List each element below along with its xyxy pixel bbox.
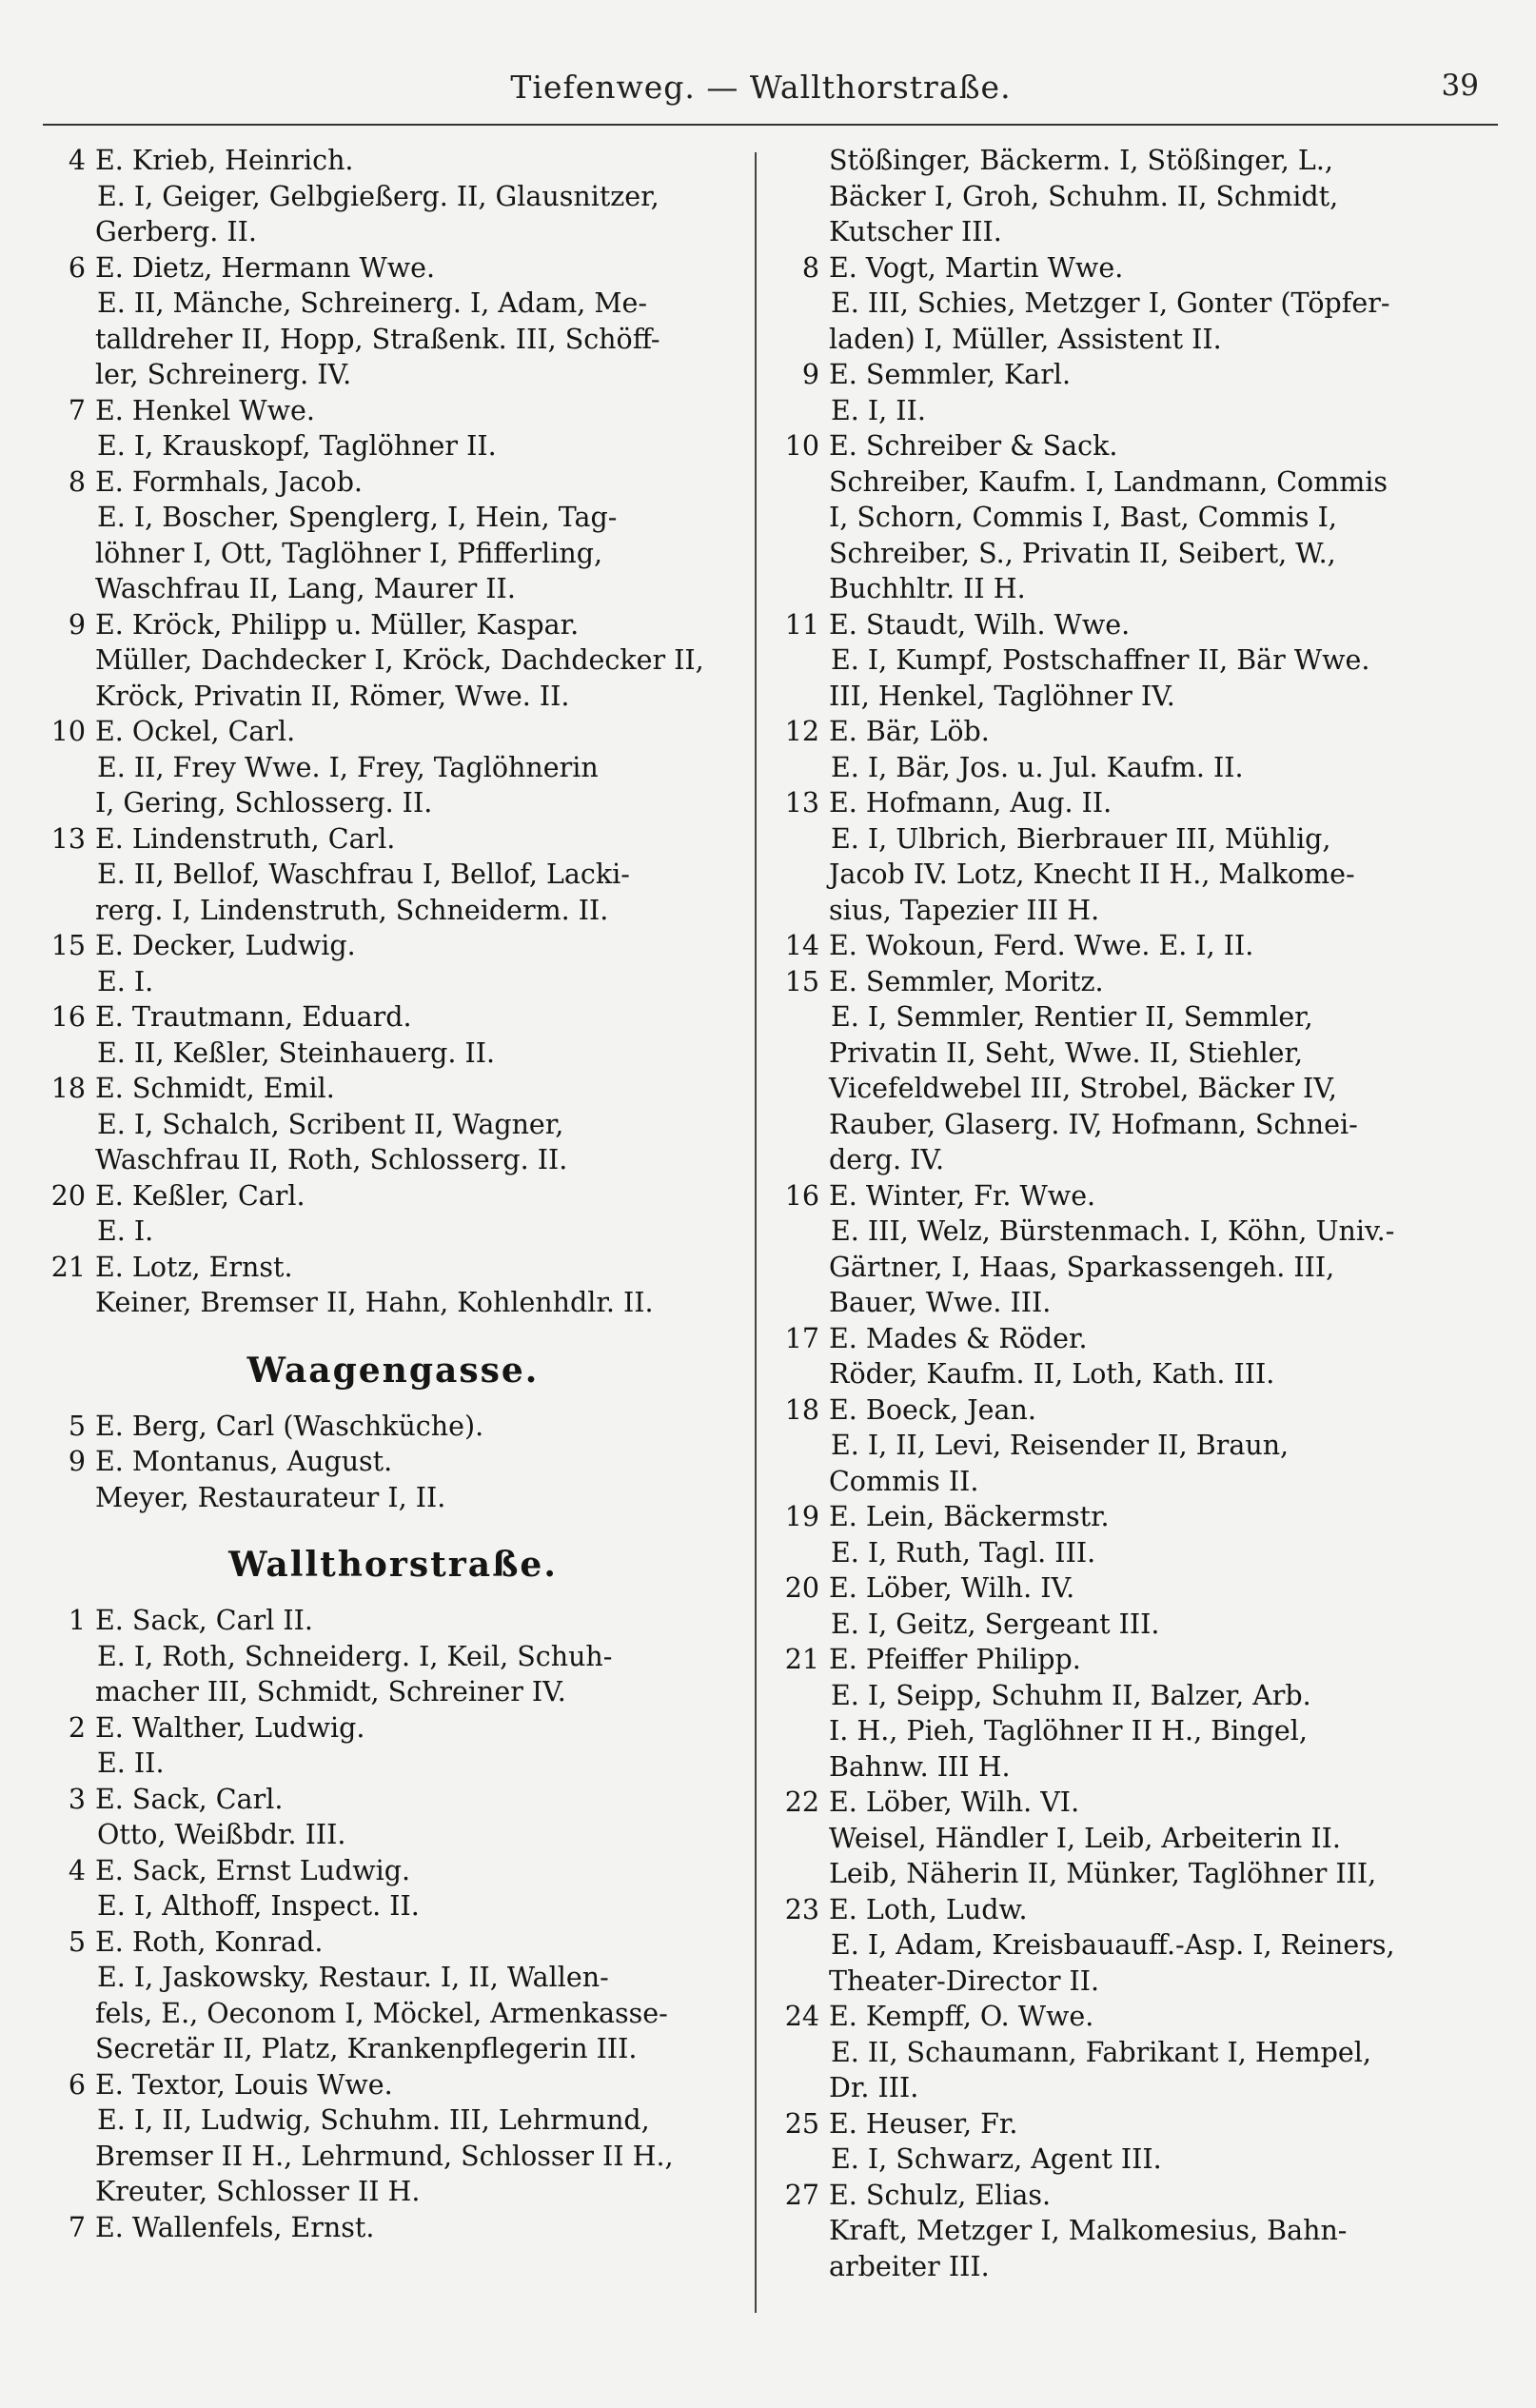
house-number: 5 bbox=[68, 1410, 86, 1442]
house-entry bbox=[49, 999, 737, 1036]
owner-text: E. Hofmann, Aug. II. bbox=[829, 787, 1113, 819]
spacer bbox=[49, 1595, 737, 1603]
resident-line: Bahnw. III H. bbox=[829, 1750, 1011, 1783]
house-entry bbox=[783, 1785, 1483, 1821]
resident-line: E. I, Seipp, Schuhm II, Balzer, Arb. bbox=[831, 1679, 1311, 1711]
spacer bbox=[49, 1321, 737, 1340]
house-number: 13 bbox=[50, 822, 86, 855]
house-entry bbox=[783, 2178, 1483, 2214]
house-entry bbox=[49, 1782, 737, 1818]
owner-text: E. Winter, Fr. Wwe. bbox=[829, 1179, 1096, 1212]
house-number: 15 bbox=[50, 930, 86, 961]
house-entry bbox=[49, 607, 737, 643]
house-number: 23 bbox=[784, 1893, 819, 1925]
house-number: 9 bbox=[801, 359, 819, 390]
resident-line: E. I, Ulbrich, Bierbrauer III, Mühlig, bbox=[831, 822, 1331, 855]
resident-line: E. I. bbox=[97, 965, 154, 997]
house-entry bbox=[783, 928, 1483, 964]
owner-text: E. Sack, Carl II. bbox=[95, 1605, 313, 1636]
resident-line: Weisel, Händler I, Leib, Arbeiterin II. bbox=[829, 1822, 1341, 1854]
street-heading: Wallthorstraße. bbox=[228, 1545, 558, 1585]
owner-text: E. Sack, Ernst Ludwig. bbox=[95, 1854, 411, 1886]
resident-line: Gärtner, I, Haas, Sparkassengeh. III, bbox=[829, 1251, 1335, 1283]
owner-text: E. Löber, Wilh. VI. bbox=[829, 1786, 1080, 1818]
house-entry bbox=[49, 1603, 737, 1639]
resident-line: E. I, Kumpf, Postschaffner II, Bär Wwe. bbox=[831, 644, 1370, 676]
house-entry bbox=[783, 964, 1483, 1000]
resident-line: E. I. bbox=[97, 1215, 154, 1247]
resident-line: Kreuter, Schlosser II H. bbox=[95, 2176, 421, 2207]
resident-line: Müller, Dachdecker I, Kröck, Dachdecker II, bbox=[95, 644, 704, 676]
owner-text: E. Formhals, Jacob. bbox=[95, 465, 363, 498]
house-number: 21 bbox=[784, 1644, 819, 1675]
house-entry bbox=[783, 428, 1483, 464]
house-entry bbox=[783, 1499, 1483, 1535]
resident-line: Dr. III. bbox=[829, 2072, 919, 2103]
resident-line: Kutscher III. bbox=[829, 216, 1002, 247]
right-column bbox=[783, 143, 1483, 2284]
house-number: 18 bbox=[784, 1393, 819, 1426]
owner-text: E. Walther, Ludwig. bbox=[95, 1711, 365, 1744]
resident-line: Leib, Näherin II, Münker, Taglöhner III, bbox=[829, 1858, 1377, 1889]
house-number: 7 bbox=[68, 2211, 86, 2243]
house-number: 22 bbox=[784, 1786, 819, 1818]
resident-line: derg. IV. bbox=[829, 1144, 945, 1175]
street-heading: Waagengasse. bbox=[246, 1350, 540, 1391]
house-number: 20 bbox=[784, 1572, 819, 1604]
resident-line: I. H., Pieh, Taglöhner II H., Bingel, bbox=[829, 1715, 1308, 1747]
owner-text: E. Montanus, August. bbox=[95, 1446, 393, 1477]
house-entry bbox=[49, 1071, 737, 1107]
page-number: 39 bbox=[1441, 69, 1479, 103]
owner-text: E. Sack, Carl. bbox=[95, 1783, 284, 1815]
resident-line: E. I, II, Levi, Reisender II, Braun, bbox=[831, 1430, 1290, 1461]
page-header bbox=[43, 69, 1479, 116]
resident-line: laden) I, Müller, Assistent II. bbox=[829, 323, 1222, 355]
resident-line: Stößinger, Bäckerm. I, Stößinger, L., bbox=[829, 145, 1333, 176]
house-entry bbox=[783, 1642, 1483, 1678]
house-entry bbox=[49, 393, 737, 429]
resident-line: rerg. I, Lindenstruth, Schneiderm. II. bbox=[95, 894, 609, 926]
resident-line: E. I, Ruth, Tagl. III. bbox=[831, 1536, 1096, 1569]
house-entry bbox=[49, 1444, 737, 1480]
house-number: 8 bbox=[801, 251, 819, 284]
resident-line: E. I, II, Ludwig, Schuhm. III, Lehrmund, bbox=[97, 2104, 650, 2136]
house-entry bbox=[49, 821, 737, 858]
house-number: 27 bbox=[784, 2179, 819, 2211]
house-number: 14 bbox=[784, 930, 819, 961]
resident-line: E. I, II. bbox=[831, 394, 926, 426]
owner-text: E. Decker, Ludwig. bbox=[95, 930, 356, 961]
owner-text: E. Schmidt, Emil. bbox=[95, 1073, 335, 1104]
owner-text: E. Keßler, Carl. bbox=[95, 1179, 305, 1212]
house-number: 4 bbox=[68, 145, 86, 176]
house-entry bbox=[49, 714, 737, 750]
resident-line: E. I, Roth, Schneiderg. I, Keil, Schuh- bbox=[97, 1640, 613, 1672]
owner-text: E. Kempff, O. Wwe. bbox=[829, 2001, 1094, 2032]
house-entry bbox=[49, 464, 737, 501]
house-entry bbox=[783, 1570, 1483, 1607]
header-rule bbox=[43, 124, 1498, 126]
house-number: 21 bbox=[50, 1251, 86, 1283]
owner-text: E. Trautmann, Eduard. bbox=[95, 1001, 412, 1033]
house-number: 16 bbox=[784, 1179, 819, 1212]
house-number: 5 bbox=[68, 1925, 86, 1958]
house-number: 25 bbox=[784, 2107, 819, 2140]
resident-line: Schreiber, Kaufm. I, Landmann, Commis bbox=[829, 465, 1388, 498]
resident-line: Meyer, Restaurateur I, II. bbox=[95, 1481, 446, 1513]
owner-text: E. Heuser, Fr. bbox=[829, 2107, 1018, 2140]
house-entry bbox=[783, 1392, 1483, 1429]
house-number: 11 bbox=[784, 608, 819, 641]
owner-text: E. Kröck, Philipp u. Müller, Kaspar. bbox=[95, 608, 580, 641]
house-number: 12 bbox=[784, 716, 819, 747]
house-entry bbox=[49, 1710, 737, 1747]
house-number: 4 bbox=[68, 1854, 86, 1886]
house-entry bbox=[49, 1853, 737, 1889]
resident-line: Secretär II, Platz, Krankenpflegerin III. bbox=[95, 2033, 638, 2064]
house-number: 6 bbox=[68, 2068, 86, 2101]
resident-line: E. I, Schwarz, Agent III. bbox=[831, 2143, 1162, 2175]
house-number: 8 bbox=[68, 465, 86, 498]
resident-line: Bremser II H., Lehrmund, Schlosser II H., bbox=[95, 2140, 674, 2172]
resident-line: Commis II. bbox=[829, 1465, 979, 1497]
resident-line: E. I, Semmler, Rentier II, Semmler, bbox=[831, 1001, 1313, 1033]
owner-text: E. Schreiber & Sack. bbox=[829, 430, 1118, 462]
resident-line: E. I, Geiger, Gelbgießerg. II, Glausnitzer, bbox=[97, 180, 660, 212]
owner-text: E. Lotz, Ernst. bbox=[95, 1251, 293, 1283]
spacer bbox=[49, 1515, 737, 1534]
house-entry bbox=[49, 250, 737, 286]
resident-line: löhner I, Ott, Taglöhner I, Pfifferling, bbox=[95, 537, 603, 569]
resident-line: Schreiber, S., Privatin II, Seibert, W., bbox=[829, 537, 1336, 569]
resident-line: Bauer, Wwe. III. bbox=[829, 1287, 1052, 1318]
house-entry bbox=[783, 1999, 1483, 2035]
resident-line: sius, Tapezier III H. bbox=[829, 894, 1100, 926]
house-number: 18 bbox=[50, 1073, 86, 1104]
resident-line: Buchhltr. II H. bbox=[829, 573, 1026, 604]
house-number: 16 bbox=[50, 1001, 86, 1033]
resident-line: E. I, Geitz, Sergeant III. bbox=[831, 1608, 1160, 1640]
left-column bbox=[49, 143, 737, 2245]
owner-text: E. Henkel Wwe. bbox=[95, 394, 315, 426]
owner-text: E. Bär, Löb. bbox=[829, 716, 990, 747]
house-entry bbox=[783, 357, 1483, 393]
house-number: 9 bbox=[68, 1446, 86, 1477]
house-number: 10 bbox=[50, 716, 86, 747]
house-number: 1 bbox=[68, 1605, 86, 1636]
resident-line: E. I, Jaskowsky, Restaur. I, II, Wallen- bbox=[97, 1962, 609, 1993]
resident-line: Kröck, Privatin II, Römer, Wwe. II. bbox=[95, 680, 570, 712]
resident-line: E. II, Frey Wwe. I, Frey, Taglöhnerin bbox=[97, 751, 599, 783]
house-number: 6 bbox=[68, 251, 86, 284]
resident-line: Waschfrau II, Roth, Schlosserg. II. bbox=[95, 1144, 568, 1175]
house-number: 2 bbox=[68, 1711, 86, 1744]
owner-text: E. Wallenfels, Ernst. bbox=[95, 2211, 375, 2243]
resident-line: E. I, Adam, Kreisbauauff.-Asp. I, Reiners, bbox=[831, 1929, 1395, 1961]
owner-text: E. Berg, Carl (Waschküche). bbox=[95, 1410, 484, 1442]
resident-line: E. I, Bär, Jos. u. Jul. Kaufm. II. bbox=[831, 751, 1244, 783]
resident-line: E. II, Schaumann, Fabrikant I, Hempel, bbox=[831, 2036, 1371, 2068]
running-title: Tiefenweg. — Wallthorstraße. bbox=[510, 69, 1012, 106]
owner-text: E. Semmler, Moritz. bbox=[829, 965, 1104, 997]
resident-line: E. III, Welz, Bürstenmach. I, Köhn, Univ.- bbox=[831, 1215, 1395, 1247]
house-entry bbox=[49, 1924, 737, 1961]
resident-line: talldreher II, Hopp, Straßenk. III, Schöff- bbox=[95, 323, 660, 355]
owner-text: E. Semmler, Karl. bbox=[829, 359, 1072, 390]
resident-line: E. II, Bellof, Waschfrau I, Bellof, Lacki- bbox=[97, 859, 630, 890]
house-entry bbox=[783, 714, 1483, 750]
house-entry bbox=[49, 2210, 737, 2246]
owner-text: E. Dietz, Hermann Wwe. bbox=[95, 251, 436, 284]
resident-line: E. I, Boscher, Spenglerg, I, Hein, Tag- bbox=[97, 502, 618, 533]
resident-line: Bäcker I, Groh, Schuhm. II, Schmidt, bbox=[829, 180, 1339, 212]
house-number: 10 bbox=[784, 430, 819, 462]
resident-line: E. I, Krauskopf, Taglöhner II. bbox=[97, 430, 497, 462]
resident-line: Gerberg. II. bbox=[95, 216, 257, 247]
owner-text: E. Ockel, Carl. bbox=[95, 716, 296, 747]
resident-line: E. II, Keßler, Steinhauerg. II. bbox=[97, 1036, 496, 1069]
house-entry bbox=[49, 2067, 737, 2103]
owner-text: E. Lein, Bäckermstr. bbox=[829, 1501, 1110, 1532]
resident-line: Theater-Director II. bbox=[829, 1964, 1100, 1997]
resident-line: macher III, Schmidt, Schreiner IV. bbox=[95, 1676, 566, 1707]
house-entry bbox=[783, 1178, 1483, 1214]
resident-line: ler, Schreinerg. IV. bbox=[95, 359, 352, 390]
house-entry bbox=[783, 1892, 1483, 1928]
house-number: 17 bbox=[784, 1322, 819, 1354]
house-number: 13 bbox=[784, 787, 819, 819]
column-divider bbox=[755, 152, 757, 2313]
owner-text: E. Krieb, Heinrich. bbox=[95, 145, 354, 176]
house-number: 7 bbox=[68, 394, 86, 426]
owner-text: E. Staudt, Wilh. Wwe. bbox=[829, 608, 1131, 641]
spacer bbox=[49, 1401, 737, 1409]
house-number: 3 bbox=[68, 1783, 86, 1815]
house-entry bbox=[49, 1178, 737, 1214]
resident-line: Otto, Weißbdr. III. bbox=[97, 1819, 346, 1850]
house-number: 24 bbox=[784, 2001, 819, 2032]
resident-line: Rauber, Glaserg. IV, Hofmann, Schnei- bbox=[829, 1108, 1358, 1140]
resident-line: Keiner, Bremser II, Hahn, Kohlenhdlr. II. bbox=[95, 1287, 654, 1318]
resident-line: arbeiter III. bbox=[829, 2250, 990, 2282]
house-entry bbox=[783, 1321, 1483, 1357]
house-entry bbox=[783, 607, 1483, 643]
owner-text: E. Schulz, Elias. bbox=[829, 2179, 1052, 2211]
owner-text: E. Roth, Konrad. bbox=[95, 1925, 324, 1958]
house-number: 9 bbox=[68, 608, 86, 641]
owner-text: E. Boeck, Jean. bbox=[829, 1393, 1036, 1426]
resident-line: Jacob IV. Lotz, Knecht II H., Malkome- bbox=[829, 859, 1355, 890]
house-entry bbox=[49, 143, 737, 179]
resident-line: Vicefeldwebel III, Strobel, Bäcker IV, bbox=[829, 1073, 1337, 1104]
house-number: 20 bbox=[50, 1179, 86, 1212]
resident-line: E. II. bbox=[97, 1747, 165, 1779]
resident-line: Röder, Kaufm. II, Loth, Kath. III. bbox=[829, 1358, 1275, 1390]
house-entry bbox=[49, 1250, 737, 1286]
resident-line: I, Schorn, Commis I, Bast, Commis I, bbox=[829, 502, 1337, 533]
resident-line: Kraft, Metzger I, Malkomesius, Bahn- bbox=[829, 2215, 1348, 2246]
owner-text: E. Textor, Louis Wwe. bbox=[95, 2068, 393, 2101]
house-entry bbox=[783, 2106, 1483, 2142]
owner-text: E. Vogt, Martin Wwe. bbox=[829, 251, 1124, 284]
resident-line: Privatin II, Seht, Wwe. II, Stiehler, bbox=[829, 1036, 1304, 1069]
resident-line: E. I, Althoff, Inspect. II. bbox=[97, 1890, 420, 1922]
house-entry bbox=[49, 928, 737, 964]
owner-text: E. Lindenstruth, Carl. bbox=[95, 822, 396, 855]
resident-line: III, Henkel, Taglöhner IV. bbox=[829, 680, 1175, 712]
owner-text: E. Loth, Ludw. bbox=[829, 1893, 1028, 1925]
resident-line: E. III, Schies, Metzger I, Gonter (Töpfer- bbox=[831, 287, 1390, 319]
resident-line: E. I, Schalch, Scribent II, Wagner, bbox=[97, 1108, 564, 1140]
resident-line: E. II, Mänche, Schreinerg. I, Adam, Me- bbox=[97, 287, 648, 319]
owner-text: E. Wokoun, Ferd. Wwe. E. I, II. bbox=[829, 930, 1254, 961]
owner-text: E. Löber, Wilh. IV. bbox=[829, 1572, 1075, 1604]
resident-line: Waschfrau II, Lang, Maurer II. bbox=[95, 573, 516, 604]
house-entry bbox=[783, 785, 1483, 821]
resident-line: fels, E., Oeconom I, Möckel, Armenkasse- bbox=[95, 1997, 668, 2029]
owner-text: E. Pfeiffer Philipp. bbox=[829, 1644, 1081, 1675]
owner-text: E. Mades & Röder. bbox=[829, 1322, 1088, 1354]
house-number: 15 bbox=[784, 965, 819, 997]
resident-line: I, Gering, Schlosserg. II. bbox=[95, 787, 433, 819]
house-number: 19 bbox=[784, 1501, 819, 1532]
house-entry bbox=[49, 1409, 737, 1445]
house-entry bbox=[783, 250, 1483, 286]
